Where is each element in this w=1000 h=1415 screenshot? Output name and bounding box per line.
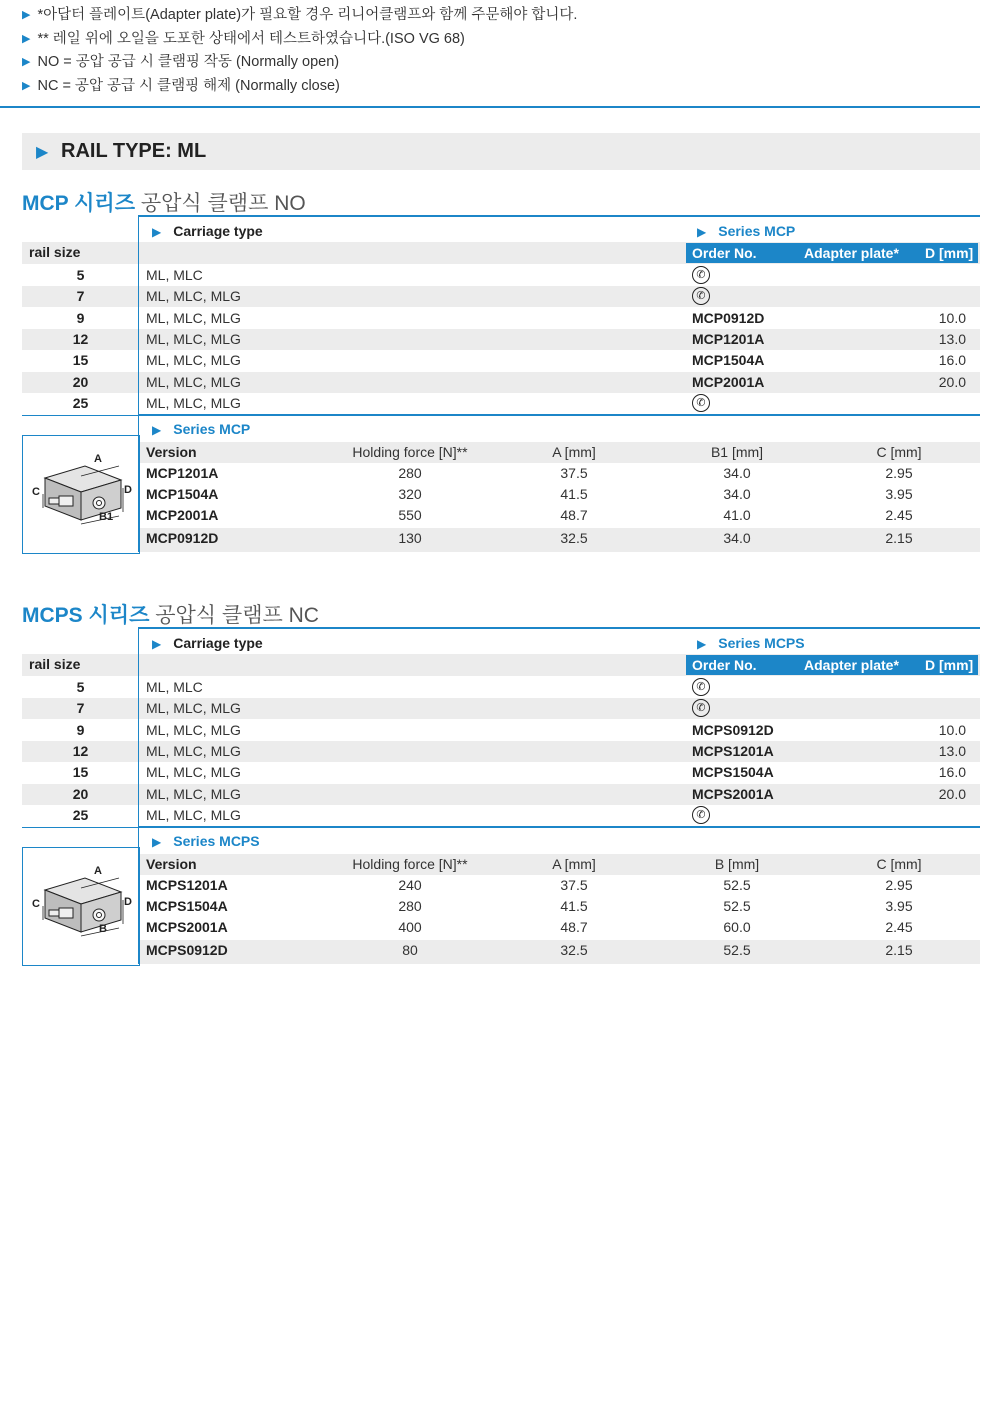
divider: [22, 415, 139, 416]
table-row: 15 ML, MLC, MLG MCP1504A 16.0: [72, 352, 966, 369]
diagram-box: [22, 847, 140, 966]
spec-header-row: Version Holding force [N]** A [mm] B1 [mm] C [mm]: [139, 442, 980, 463]
dim-label-d: D: [124, 484, 132, 497]
spec-series-label: ▶ Series MCP: [152, 421, 251, 438]
divider: [22, 827, 139, 828]
divider: [138, 215, 139, 414]
divider: [0, 106, 980, 108]
dim-label-d: D: [124, 896, 132, 909]
series-label: ▶ Series MCPS: [697, 635, 805, 651]
phone-icon: ✆: [692, 287, 710, 305]
triangle-right-icon: ▶: [22, 9, 31, 21]
note-line: ▶ ** 레일 위에 오일을 도포한 상태에서 테스트하였습니다.(ISO VG 68): [22, 30, 465, 47]
spec-row: MCPS1201A 240 37.5 52.5 2.95: [146, 877, 913, 894]
order-header: Order No. Adapter plate* D [mm]: [686, 655, 978, 675]
divider: [138, 627, 139, 826]
dim-label-b: B: [99, 923, 107, 936]
divider: [139, 627, 980, 629]
table-row: 7 ML, MLC, MLG ✆: [22, 286, 980, 307]
carriage-type-label: ▶ Carriage type: [152, 223, 263, 239]
triangle-right-icon: ▶: [22, 56, 31, 68]
spec-row: MCPS1504A 280 41.5 52.5 3.95: [146, 898, 913, 915]
rail-type-bar: [22, 133, 980, 170]
spec-row: MCP1504A 320 41.5 34.0 3.95: [146, 486, 913, 503]
triangle-right-icon: ▶: [152, 423, 162, 438]
series-label: ▶ Series MCP: [697, 223, 796, 239]
section-title: MCPS 시리즈 공압식 클램프 NC: [22, 604, 319, 627]
spec-row: MCP2001A 550 48.7 41.0 2.45: [146, 507, 913, 524]
triangle-right-icon: ▶: [152, 835, 162, 850]
dim-label-c: C: [32, 898, 40, 911]
divider: [139, 414, 980, 416]
diagram-box: [22, 435, 140, 554]
divider: [138, 414, 139, 552]
rail-type-title: RAIL TYPE: ML: [61, 140, 207, 162]
table-row: 20 ML, MLC, MLG MCPS2001A 20.0: [22, 784, 980, 805]
triangle-right-icon: ▶: [22, 79, 31, 92]
notes: [22, 4, 577, 98]
phone-icon: ✆: [692, 266, 710, 284]
divider: [139, 215, 980, 217]
dim-label-a: A: [94, 865, 102, 878]
triangle-right-icon: ▶: [152, 637, 162, 651]
clamp-diagram: [23, 436, 139, 546]
spec-row: MCPS2001A 400 48.7 60.0 2.45: [146, 919, 913, 936]
rail-size-label: rail size: [29, 656, 81, 672]
table-row: 15 ML, MLC, MLG MCPS1504A 16.0: [72, 764, 966, 781]
triangle-right-icon: ▶: [697, 225, 707, 239]
triangle-right-icon: ▶: [36, 144, 49, 161]
note-line: ▶ NC = 공압 공급 시 클램핑 해제 (Normally close): [22, 77, 340, 94]
note-line: ▶ *아답터 플레이트(Adapter plate)가 필요할 경우 리니어클램프와 함께 주문해야 합니다.: [22, 7, 578, 23]
triangle-right-icon: ▶: [22, 32, 31, 45]
phone-icon: ✆: [692, 678, 710, 696]
triangle-right-icon: ▶: [152, 225, 162, 239]
carriage-type-label: ▶ Carriage type: [152, 635, 263, 651]
spec-header-row: Version Holding force [N]** A [mm] B [mm] C [mm]: [139, 854, 980, 875]
section-title: MCP 시리즈 공압식 클램프 NO: [22, 192, 306, 215]
table-row: 12 ML, MLC, MLG MCPS1201A 13.0: [22, 741, 980, 762]
clamp-diagram: [23, 848, 139, 958]
table-row: 9 ML, MLC, MLG MCP0912D 10.0: [76, 309, 966, 326]
dim-label-c: C: [32, 486, 40, 499]
divider: [139, 826, 980, 828]
spec-row: MCP0912D 130 32.5 34.0 2.15: [139, 528, 980, 552]
phone-icon: ✆: [692, 394, 710, 412]
phone-icon: ✆: [692, 699, 710, 717]
rail-size-label: rail size: [29, 244, 81, 260]
phone-icon: ✆: [692, 806, 710, 824]
dim-label-a: A: [94, 453, 102, 466]
spec-series-label: ▶ Series MCPS: [152, 833, 260, 850]
spec-row: MCPS0912D 80 32.5 52.5 2.15: [139, 940, 980, 964]
spec-row: MCP1201A 280 37.5 34.0 2.95: [146, 465, 913, 482]
table-row: 5 ML, MLC ✆: [22, 677, 980, 698]
table-row: 9 ML, MLC, MLG MCPS0912D 10.0: [76, 721, 966, 738]
table-row: 20 ML, MLC, MLG MCP2001A 20.0: [22, 372, 980, 393]
table-row: 25 ML, MLC, MLG ✆: [22, 805, 980, 826]
table-row: 12 ML, MLC, MLG MCP1201A 13.0: [22, 329, 980, 350]
note-line: ▶ NO = 공압 공급 시 클램핑 작동 (Normally open): [22, 54, 340, 70]
dim-label-b: B1: [99, 511, 114, 524]
table-row: 25 ML, MLC, MLG ✆: [22, 393, 980, 414]
table-row: 7 ML, MLC, MLG ✆: [22, 698, 980, 719]
triangle-right-icon: ▶: [697, 637, 707, 651]
order-header: Order No. Adapter plate* D [mm]: [686, 243, 978, 263]
divider: [138, 826, 139, 964]
table-row: 5 ML, MLC ✆: [22, 265, 980, 286]
